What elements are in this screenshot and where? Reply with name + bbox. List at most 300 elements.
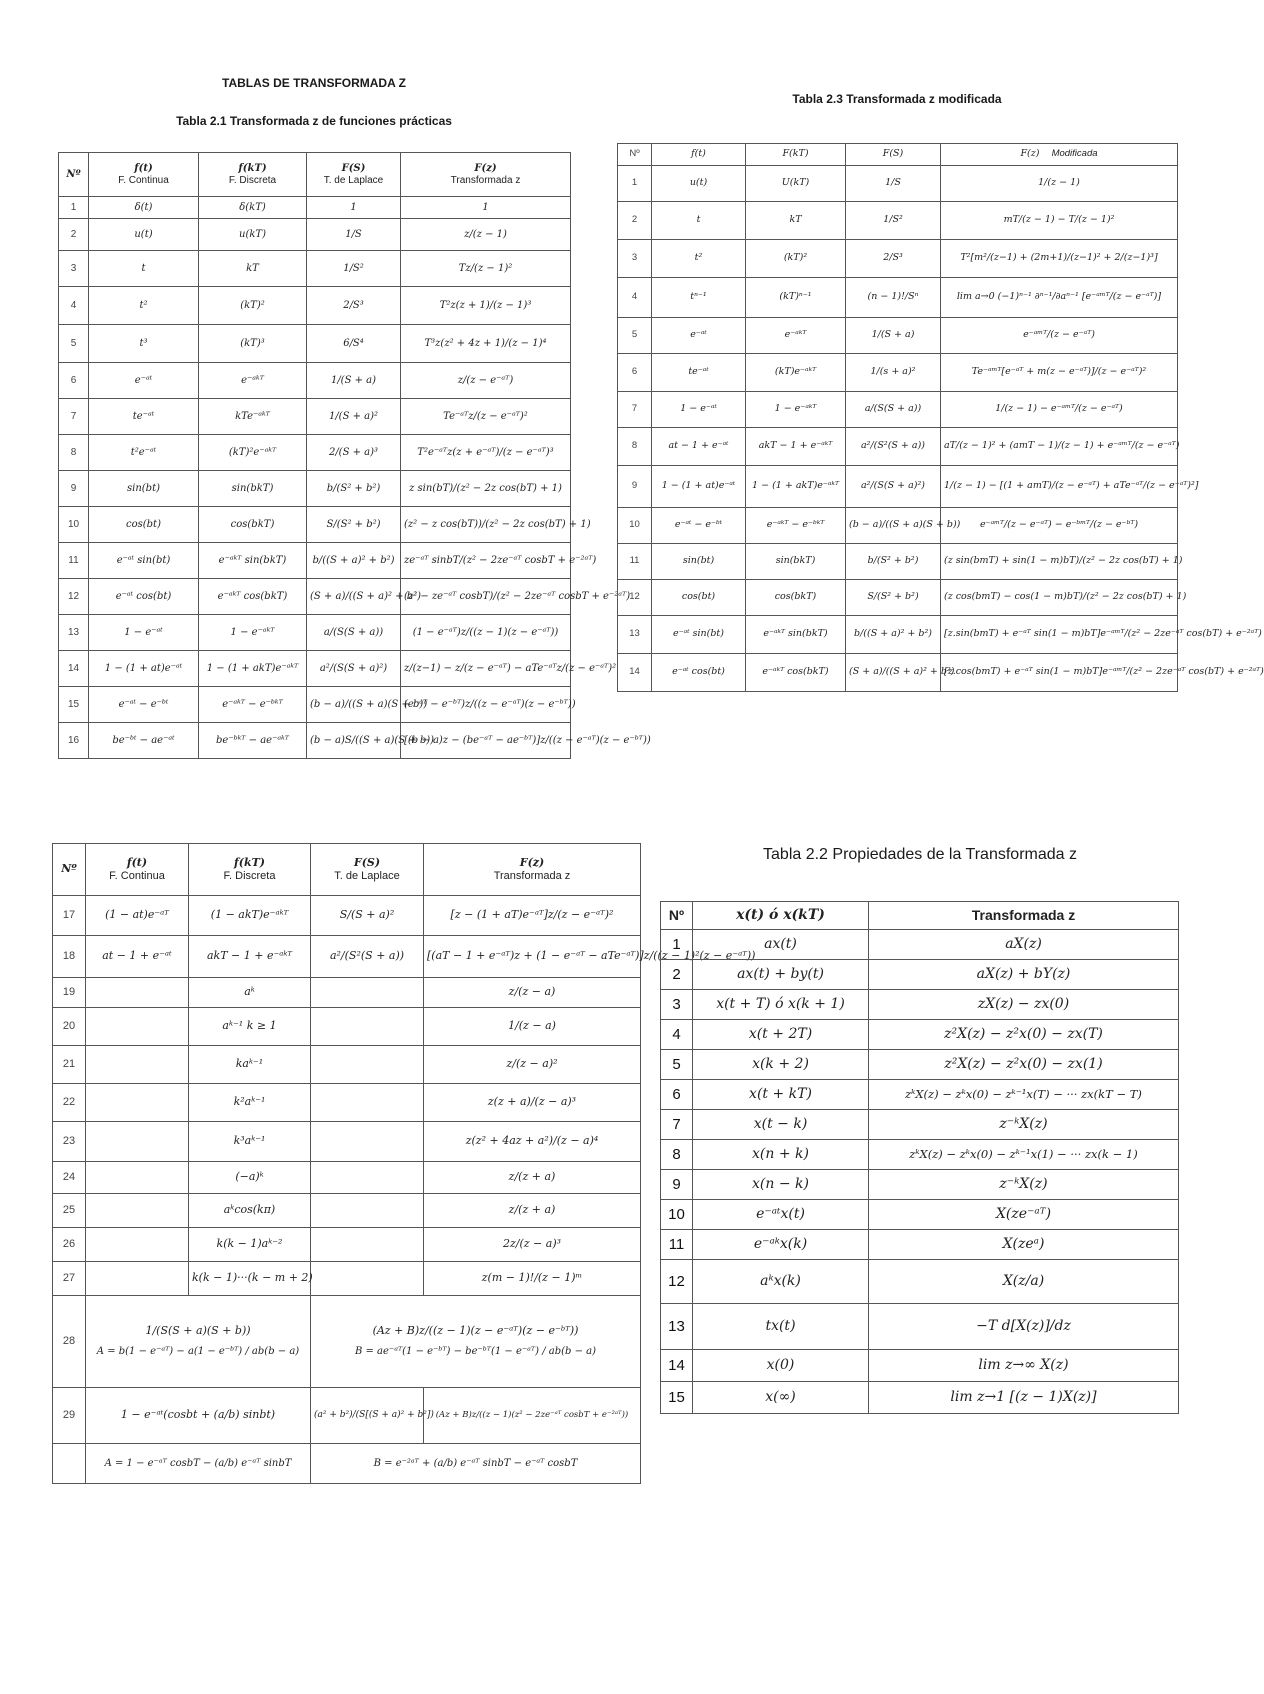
table-row (618, 318, 1178, 354)
row28-coef-a: A = b(1 − e⁻ᵃᵀ) − a(1 − e⁻ᵇᵀ) / ab(b − a) (96, 1346, 300, 1358)
cell-z: X(ze⁻ᵃᵀ) (869, 1200, 1179, 1230)
cell-fkt: aᵏ⁻¹ k ≥ 1 (189, 1008, 311, 1046)
cell-coef-b: B = e⁻²ᵃᵀ + (a/b) e⁻ᵃᵀ sinbT − e⁻ᵃᵀ cosbT (311, 1444, 641, 1484)
header-cell (618, 144, 652, 166)
table-row (661, 1230, 1179, 1260)
cell-n: 5 (618, 318, 652, 354)
cell-n: 1 (661, 930, 693, 960)
table-2-3-caption: Tabla 2.3 Transformada z modificada (792, 92, 1002, 106)
header-cell (401, 153, 571, 197)
table-row (618, 202, 1178, 240)
cell-fz: mT/(z − 1) − T/(z − 1)² (941, 202, 1178, 240)
header-symbol: F(kT) (782, 148, 809, 160)
cell-n: 23 (53, 1122, 86, 1162)
document-title: TABLAS DE TRANSFORMADA Z (222, 76, 406, 90)
cell-ft: (1 − at)e⁻ᵃᵀ (86, 896, 189, 936)
cell-x: x(t − k) (693, 1110, 869, 1140)
cell-fz: [(b − a)z − (be⁻ᵃᵀ − ae⁻ᵇᵀ)]z/((z − e⁻ᵃᵀ)(z − e⁻ᵇᵀ)) (401, 723, 571, 759)
table-row (53, 1228, 641, 1262)
cell-ft: be⁻ᵇᵗ − ae⁻ᵃᵗ (89, 723, 199, 759)
cell-x: x(∞) (693, 1382, 869, 1414)
cell-ft (86, 1228, 189, 1262)
cell-n: 1 (618, 166, 652, 202)
cell-x: e⁻ᵃᵏx(k) (693, 1230, 869, 1260)
cell-fs: (S + a)/((S + a)² + b²) (307, 579, 401, 615)
cell-n: 10 (661, 1200, 693, 1230)
table-2-2-caption: Tabla 2.2 Propiedades de la Transformada z (763, 846, 1077, 863)
cell-ft: δ(t) (89, 197, 199, 219)
header-cell (746, 144, 846, 166)
cell-fkt: akT − 1 + e⁻ᵃᵏᵀ (746, 428, 846, 466)
cell-n: 10 (618, 508, 652, 544)
cell-x: x(t + 2T) (693, 1020, 869, 1050)
cell-fs: 1/S² (307, 251, 401, 287)
table-row (59, 687, 571, 723)
table-row (661, 1350, 1179, 1382)
cell-z: X(z/a) (869, 1260, 1179, 1304)
cell-x: x(t + T) ó x(k + 1) (693, 990, 869, 1020)
cell-ft (86, 1122, 189, 1162)
header-symbol: f(t) (134, 163, 153, 174)
header-cell (86, 844, 189, 896)
cell-fkt: u(kT) (199, 219, 307, 251)
header-label: F. Continua (109, 869, 165, 882)
row28-coef-b: B = ae⁻ᵃᵀ(1 − e⁻ᵇᵀ) − be⁻ᵇᵀ(1 − e⁻ᵃᵀ) / ab(b − a) (354, 1346, 597, 1358)
table-row (59, 197, 571, 219)
cell-ft: tⁿ⁻¹ (652, 278, 746, 318)
table-row (661, 1382, 1179, 1414)
header-cell (59, 153, 89, 197)
cell-ft: t (89, 251, 199, 287)
cell-n: 6 (661, 1080, 693, 1110)
cell-fkt: 1 − (1 + akT)e⁻ᵃᵏᵀ (746, 466, 846, 508)
cell-z: aX(z) + bY(z) (869, 960, 1179, 990)
cell-n: 6 (618, 354, 652, 392)
cell-fz: T³z(z² + 4z + 1)/(z − 1)⁴ (401, 325, 571, 363)
table-2-3 (617, 143, 1264, 692)
cell-fs: 6/S⁴ (307, 325, 401, 363)
header-cell (189, 844, 311, 896)
cell-ft: u(t) (652, 166, 746, 202)
cell-n: 1 (59, 197, 89, 219)
cell-fkt: kTe⁻ᵃᵏᵀ (199, 399, 307, 435)
cell-fs: a²/(S²(S + a)) (846, 428, 941, 466)
cell-fz: aT/(z − 1)² + (amT − 1)/(z − 1) + e⁻ᵃᵐᵀ/(z − e⁻ᵃᵀ) (941, 428, 1178, 466)
table-row (661, 1260, 1179, 1304)
cell-fz: Te⁻ᵃᵐᵀ[e⁻ᵃᵀ + m(z − e⁻ᵃᵀ)]/(z − e⁻ᵃᵀ)² (941, 354, 1178, 392)
cell-x: x(n + k) (693, 1140, 869, 1170)
cell-fz: z(m − 1)!/(z − 1)ᵐ (424, 1262, 641, 1296)
row28-laplace: 1/(S(S + a)(S + b)) (145, 1324, 251, 1338)
table-row (59, 651, 571, 687)
cell-ft: cos(bt) (89, 507, 199, 543)
table-row (661, 1020, 1179, 1050)
cell-fkt: 1 − e⁻ᵃᵏᵀ (746, 392, 846, 428)
cell-fz: z/(z−1) − z/(z − e⁻ᵃᵀ) − aTe⁻ᵃᵀz/(z − e⁻ᵃᵀ)² (401, 651, 571, 687)
cell-n (53, 1444, 86, 1484)
cell-n: 13 (59, 615, 89, 651)
cell-ft: te⁻ᵃᵗ (89, 399, 199, 435)
table-row (618, 654, 1178, 692)
cell-ft: 1 − e⁻ᵃᵗ (652, 392, 746, 428)
cell-fz: Tz/(z − 1)² (401, 251, 571, 287)
cell-n: 4 (661, 1020, 693, 1050)
cell-n: 4 (59, 287, 89, 325)
cell-fkt: akT − 1 + e⁻ᵃᵏᵀ (189, 936, 311, 978)
header-cell (311, 844, 424, 896)
cell-z: zᵏX(z) − zᵏx(0) − zᵏ⁻¹x(1) − ··· zx(k − 1) (869, 1140, 1179, 1170)
cell-n: 20 (53, 1008, 86, 1046)
cell-n: 12 (618, 580, 652, 616)
cell-x: ax(t) + by(t) (693, 960, 869, 990)
cell-fkt: (kT)²e⁻ᵃᵏᵀ (199, 435, 307, 471)
cell-ft (86, 978, 189, 1008)
cell-fkt: kaᵏ⁻¹ (189, 1046, 311, 1084)
cell-n: 5 (661, 1050, 693, 1080)
table-row (618, 616, 1178, 654)
header-label: Transformada z (450, 174, 521, 186)
table-row (59, 251, 571, 287)
header-symbol: f(kT) (238, 163, 267, 174)
cell-fz: z sin(bT)/(z² − 2z cos(bT) + 1) (401, 471, 571, 507)
cell-ft: sin(bt) (652, 544, 746, 580)
table-row (661, 1080, 1179, 1110)
cell-x: aᵏx(k) (693, 1260, 869, 1304)
cell-fz: e⁻ᵃᵐᵀ/(z − e⁻ᵃᵀ) (941, 318, 1178, 354)
header-cell (652, 144, 746, 166)
cell-fz: ze⁻ᵃᵀ sinbT/(z² − 2ze⁻ᵃᵀ cosbT + e⁻²ᵃᵀ) (401, 543, 571, 579)
cell-n: 15 (59, 687, 89, 723)
cell-fkt: (−a)ᵏ (189, 1162, 311, 1194)
cell-fs: 2/S³ (846, 240, 941, 278)
table-row (59, 363, 571, 399)
cell-ft: e⁻ᵃᵗ cos(bt) (89, 579, 199, 615)
cell-ft: e⁻ᵃᵗ sin(bt) (89, 543, 199, 579)
cell-z: zᵏX(z) − zᵏx(0) − zᵏ⁻¹x(T) − ··· zx(kT − T) (869, 1080, 1179, 1110)
cell-fs: (n − 1)!/Sⁿ (846, 278, 941, 318)
cell-n: 28 (53, 1296, 86, 1388)
table-row-28 (53, 1296, 641, 1388)
cell-fz: z(z² + 4az + a²)/(z − a)⁴ (424, 1122, 641, 1162)
cell-fkt: k(k − 1)aᵏ⁻² (189, 1228, 311, 1262)
table-row (59, 471, 571, 507)
table-row-29-coefs (53, 1444, 641, 1484)
cell-n: 14 (661, 1350, 693, 1382)
cell-z: z²X(z) − z²x(0) − zx(1) (869, 1050, 1179, 1080)
cell-fs (311, 1262, 424, 1296)
cell-ft (86, 1194, 189, 1228)
cell-fs (311, 1046, 424, 1084)
cell-ft (86, 1262, 189, 1296)
cell-n: 17 (53, 896, 86, 936)
cell-n: 25 (53, 1194, 86, 1228)
cell-n: 15 (661, 1382, 693, 1414)
cell-ft: e⁻ᵃᵗ cos(bt) (652, 654, 746, 692)
cell-ft: e⁻ᵃᵗ sin(bt) (652, 616, 746, 654)
cell-n: 9 (59, 471, 89, 507)
cell-fs: (a² + b²)/(S[(S + a)² + b²]) (311, 1388, 424, 1444)
cell-ft: te⁻ᵃᵗ (652, 354, 746, 392)
cell-fz: T²z(z + 1)/(z − 1)³ (401, 287, 571, 325)
cell-n: 14 (59, 651, 89, 687)
cell-fz: z/(z + a) (424, 1194, 641, 1228)
row28-z: (Az + B)z/((z − 1)(z − e⁻ᵃᵀ)(z − e⁻ᵇᵀ)) (372, 1324, 579, 1338)
cell-n: 7 (59, 399, 89, 435)
table-row (661, 1200, 1179, 1230)
table-row (661, 1170, 1179, 1200)
table-row (59, 543, 571, 579)
table-row (53, 1084, 641, 1122)
cell-ft: u(t) (89, 219, 199, 251)
cell-coef-a: A = 1 − e⁻ᵃᵀ cosbT − (a/b) e⁻ᵃᵀ sinbT (86, 1444, 311, 1484)
cell-n: 12 (661, 1260, 693, 1304)
cell-ft: 1 − (1 + at)e⁻ᵃᵗ (89, 651, 199, 687)
cell-n: 9 (661, 1170, 693, 1200)
cell-fkt: e⁻ᵃᵏᵀ − e⁻ᵇᵏᵀ (199, 687, 307, 723)
cell-z: zX(z) − zx(0) (869, 990, 1179, 1020)
cell-n: 8 (618, 428, 652, 466)
cell-z: −T d[X(z)]/dz (869, 1304, 1179, 1350)
table-row (53, 978, 641, 1008)
cell-ft: e⁻ᵃᵗ (652, 318, 746, 354)
cell-fs: (b − a)/((S + a)(S + b)) (307, 687, 401, 723)
cell-fs: a/(S(S + a)) (846, 392, 941, 428)
cell-fkt: U(kT) (746, 166, 846, 202)
table-row (53, 1046, 641, 1084)
table-row (618, 354, 1178, 392)
table-row (618, 240, 1178, 278)
cell-n: 26 (53, 1228, 86, 1262)
cell-fz: T²e⁻ᵃᵀz(z + e⁻ᵃᵀ)/(z − e⁻ᵃᵀ)³ (401, 435, 571, 471)
cell-n: 11 (59, 543, 89, 579)
cell-fz: z/(z − a) (424, 978, 641, 1008)
cell-fs (311, 1008, 424, 1046)
header-symbol: Nº (61, 862, 77, 876)
table-row (661, 1304, 1179, 1350)
cell-n: 27 (53, 1262, 86, 1296)
cell-fs: 1/S (307, 219, 401, 251)
cell-fz: z/(z − e⁻ᵃᵀ) (401, 363, 571, 399)
cell-fz: z/(z − a)² (424, 1046, 641, 1084)
cell-n: 22 (53, 1084, 86, 1122)
cell-fkt: e⁻ᵃᵏᵀ − e⁻ᵇᵏᵀ (746, 508, 846, 544)
cell-n: 16 (59, 723, 89, 759)
header-symbol: F(z) (1020, 148, 1040, 160)
cell-fs: a²/(S(S + a)²) (846, 466, 941, 508)
cell-ft (86, 1008, 189, 1046)
table-row (53, 1262, 641, 1296)
table-row (618, 544, 1178, 580)
cell-x: x(t + kT) (693, 1080, 869, 1110)
table-row (618, 166, 1178, 202)
table-row (618, 508, 1178, 544)
table-row (59, 325, 571, 363)
cell-fz: 1 (401, 197, 571, 219)
cell-fs: 1/(S + a)² (307, 399, 401, 435)
table-row (59, 287, 571, 325)
header-symbol: F(z) (519, 855, 545, 869)
table-row (661, 1110, 1179, 1140)
cell-fz: (z sin(bmT) + sin(1 − m)bT)/(z² − 2z cos(bT) + 1) (941, 544, 1178, 580)
table-row-29 (53, 1388, 641, 1444)
cell-fs: a/(S(S + a)) (307, 615, 401, 651)
cell-n: 11 (618, 544, 652, 580)
cell-x: x(n − k) (693, 1170, 869, 1200)
cell-fkt: sin(bkT) (746, 544, 846, 580)
cell-fkt: (kT)² (199, 287, 307, 325)
cell-z: X(zeᵃ) (869, 1230, 1179, 1260)
cell-n: 9 (618, 466, 652, 508)
header-label: T. de Laplace (323, 174, 384, 186)
cell-fkt: cos(bkT) (199, 507, 307, 543)
cell-n: 2 (618, 202, 652, 240)
cell-fs: (S + a)/((S + a)² + b²) (846, 654, 941, 692)
table-2-2 (660, 901, 1178, 1414)
cell-n: 5 (59, 325, 89, 363)
cell-n: 10 (59, 507, 89, 543)
header-symbol: Nº (629, 148, 640, 160)
table-row (618, 428, 1178, 466)
cell-ft: 1 − e⁻ᵃᵗ (89, 615, 199, 651)
cell-ft (86, 1162, 189, 1194)
cell-x: x(0) (693, 1350, 869, 1382)
cell-fkt: e⁻ᵃᵏᵀ sin(bkT) (199, 543, 307, 579)
cell-ft: cos(bt) (652, 580, 746, 616)
cell-fkt: (kT)ⁿ⁻¹ (746, 278, 846, 318)
cell-z: z⁻ᵏX(z) (869, 1170, 1179, 1200)
cell-fkt: kT (199, 251, 307, 287)
cell-fs: 1/(S + a) (846, 318, 941, 354)
table-row (661, 990, 1179, 1020)
cell-n: 18 (53, 936, 86, 978)
cell-ft: t² (89, 287, 199, 325)
table-row (53, 896, 641, 936)
cell-fs: S/(S + a)² (311, 896, 424, 936)
table-row (59, 435, 571, 471)
cell-fs: 2/(S + a)³ (307, 435, 401, 471)
header-cell (199, 153, 307, 197)
cell-fkt: k²aᵏ⁻¹ (189, 1084, 311, 1122)
cell-n: 7 (618, 392, 652, 428)
header-symbol: F(S) (341, 163, 366, 174)
cell-fs: b/(S² + b²) (307, 471, 401, 507)
header-label: Transformada z (493, 869, 571, 882)
cell-fz: (Az + B)z/((z − 1)(z² − 2ze⁻ᵃᵀ cosbT + e⁻²ᵃᵀ)) (424, 1388, 641, 1444)
header-cell (846, 144, 941, 166)
cell-fz: lim a→0 (−1)ⁿ⁻¹ ∂ⁿ⁻¹/∂aⁿ⁻¹ [e⁻ᵃᵐᵀ/(z − e⁻ᵃᵀ)] (941, 278, 1178, 318)
cell-fz: (z cos(bmT) − cos(1 − m)bT)/(z² − 2z cos(bT) + 1) (941, 580, 1178, 616)
header-cell (424, 844, 641, 896)
cell-fkt: k(k − 1)···(k − m + 2) (189, 1262, 311, 1296)
header-symbol: F(S) (882, 148, 904, 160)
cell-n: 6 (59, 363, 89, 399)
cell-n: 24 (53, 1162, 86, 1194)
cell-fz: (z² − z cos(bT))/(z² − 2z cos(bT) + 1) (401, 507, 571, 543)
cell-n: 13 (661, 1304, 693, 1350)
cell-ft: at − 1 + e⁻ᵃᵗ (86, 936, 189, 978)
cell-n: 2 (661, 960, 693, 990)
cell-fkt: (kT)³ (199, 325, 307, 363)
cell-right (311, 1296, 641, 1388)
table-row (59, 615, 571, 651)
cell-n: 21 (53, 1046, 86, 1084)
table-row (59, 399, 571, 435)
header-label: Modificada (1051, 148, 1098, 160)
cell-fs (311, 1122, 424, 1162)
cell-fs (311, 1228, 424, 1262)
cell-fkt: e⁻ᵃᵏᵀ (746, 318, 846, 354)
header-cell (89, 153, 199, 197)
cell-fz: T²[m²/(z−1) + (2m+1)/(z−1)² + 2/(z−1)³] (941, 240, 1178, 278)
cell-n: 3 (618, 240, 652, 278)
table-row (661, 1050, 1179, 1080)
cell-ft: e⁻ᵃᵗ − e⁻ᵇᵗ (89, 687, 199, 723)
cell-x: ax(t) (693, 930, 869, 960)
table-row (618, 466, 1178, 508)
cell-fz: z/(z − 1) (401, 219, 571, 251)
table-row (618, 278, 1178, 318)
table-row (53, 1194, 641, 1228)
cell-fkt: aᵏcos(kπ) (189, 1194, 311, 1228)
cell-z: z²X(z) − z²x(0) − zx(T) (869, 1020, 1179, 1050)
cell-fs (311, 1194, 424, 1228)
cell-fz: (1 − e⁻ᵃᵀ)z/((z − 1)(z − e⁻ᵃᵀ)) (401, 615, 571, 651)
cell-fs: 1/(S + a) (307, 363, 401, 399)
header-symbol: f(kT) (234, 855, 265, 869)
cell-fs: a²/(S(S + a)²) (307, 651, 401, 687)
cell-ft: t² (652, 240, 746, 278)
cell-ft: t³ (89, 325, 199, 363)
cell-ft: e⁻ᵃᵗ (89, 363, 199, 399)
header-symbol: F(z) (474, 163, 497, 174)
cell-n: 29 (53, 1388, 86, 1444)
cell-fs: (b − a)S/((S + a)(S + b)) (307, 723, 401, 759)
cell-n: 3 (59, 251, 89, 287)
cell-fs (311, 1084, 424, 1122)
cell-z: z⁻ᵏX(z) (869, 1110, 1179, 1140)
cell-fkt: (kT)e⁻ᵃᵏᵀ (746, 354, 846, 392)
cell-fkt: (kT)² (746, 240, 846, 278)
cell-n: 3 (661, 990, 693, 1020)
cell-z: lim z→1 [(z − 1)X(z)] (869, 1382, 1179, 1414)
table-row (53, 936, 641, 978)
cell-fkt: be⁻ᵇᵏᵀ − ae⁻ᵃᵏᵀ (199, 723, 307, 759)
cell-fkt: e⁻ᵃᵏᵀ cos(bkT) (746, 654, 846, 692)
table-row (661, 960, 1179, 990)
cell-fkt: e⁻ᵃᵏᵀ cos(bkT) (199, 579, 307, 615)
cell-fs: S/(S² + b²) (307, 507, 401, 543)
cell-left (86, 1296, 311, 1388)
cell-fkt: cos(bkT) (746, 580, 846, 616)
table-row (59, 579, 571, 615)
header-symbol: Nº (66, 168, 81, 180)
header-cell (941, 144, 1178, 166)
cell-fz: [z.sin(bmT) + e⁻ᵃᵀ sin(1 − m)bT]e⁻ᵃᵐᵀ/(z² − 2ze⁻ᵃᵀ cos(bT) + e⁻²ᵃᵀ) (941, 616, 1178, 654)
cell-fz: e⁻ᵃᵐᵀ/(z − e⁻ᵃᵀ) − e⁻ᵇᵐᵀ/(z − e⁻ᵇᵀ) (941, 508, 1178, 544)
cell-n: 8 (661, 1140, 693, 1170)
table-row (59, 219, 571, 251)
header-label: F. Discreta (223, 869, 276, 882)
cell-fz: [(aT − 1 + e⁻ᵃᵀ)z + (1 − e⁻ᵃᵀ − aTe⁻ᵃᵀ)]z/((z − 1)²(z − e⁻ᵃᵀ)) (424, 936, 641, 978)
cell-fkt: e⁻ᵃᵏᵀ (199, 363, 307, 399)
cell-fkt: 1 − (1 + akT)e⁻ᵃᵏᵀ (199, 651, 307, 687)
cell-fkt: k³aᵏ⁻¹ (189, 1122, 311, 1162)
cell-fs: 1/S (846, 166, 941, 202)
cell-fs: (b − a)/((S + a)(S + b)) (846, 508, 941, 544)
header-symbol: f(t) (126, 855, 148, 869)
table-row (53, 1008, 641, 1046)
cell-n: 7 (661, 1110, 693, 1140)
